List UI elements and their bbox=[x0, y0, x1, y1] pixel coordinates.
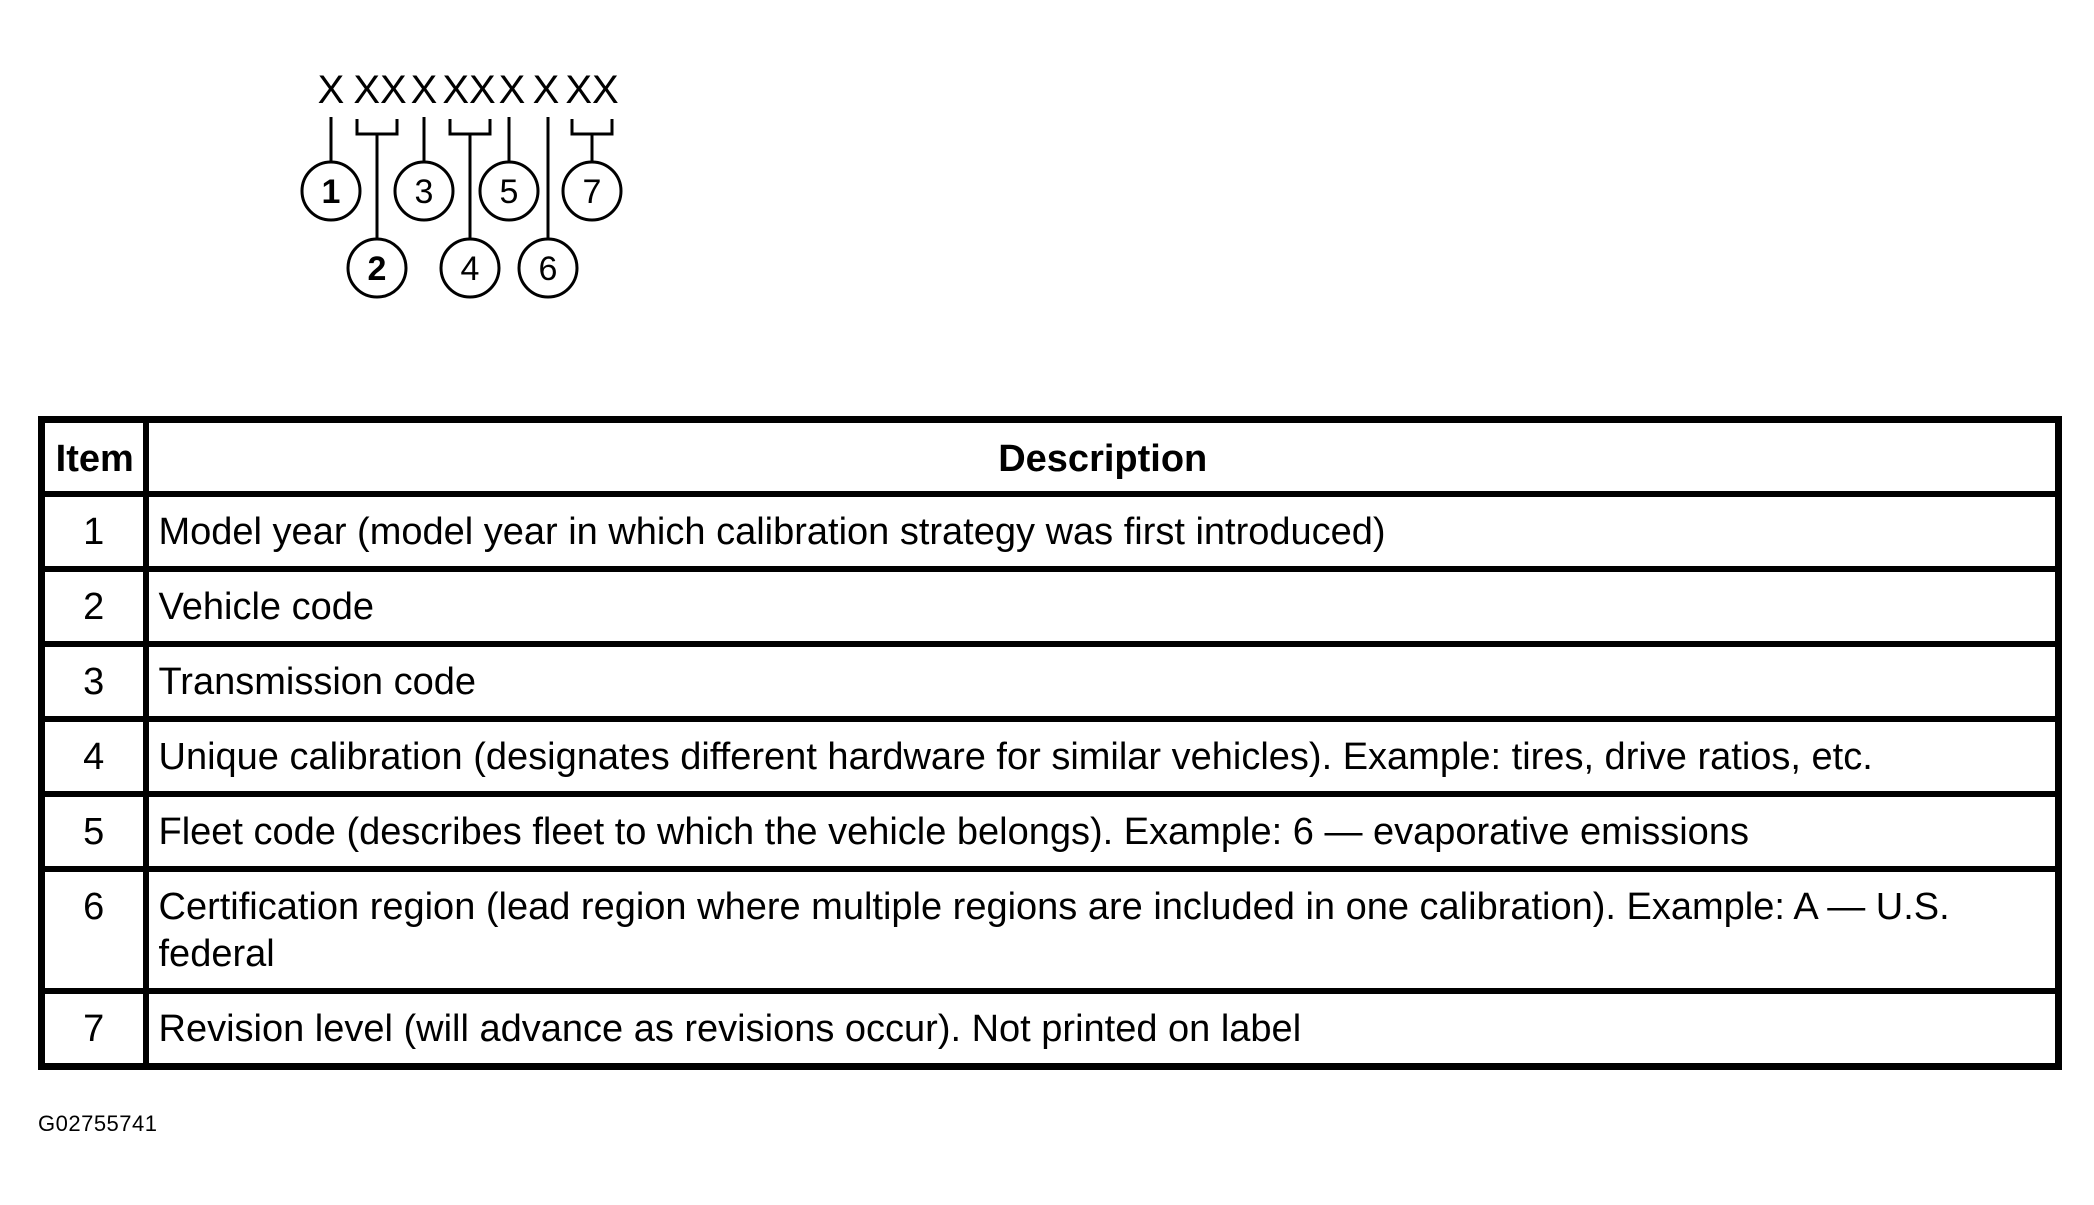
item-description: Fleet code (describes fleet to which the vehicle belongs). Example: 6 — evaporative emissions bbox=[146, 794, 2059, 869]
item-description: Vehicle code bbox=[146, 569, 2059, 644]
code-group-1: X bbox=[317, 68, 345, 112]
callout-number-5: 5 bbox=[499, 173, 519, 211]
description-column-header: Description bbox=[146, 420, 2059, 495]
code-group-6: X bbox=[532, 68, 560, 112]
table-row bbox=[42, 494, 2059, 569]
code-group-7: XX bbox=[565, 68, 619, 112]
item-description: Revision level (will advance as revisions occur). Not printed on label bbox=[146, 991, 2059, 1067]
item-number: 2 bbox=[42, 569, 146, 644]
table-row bbox=[42, 991, 2059, 1067]
code-group-2: XX bbox=[353, 68, 407, 112]
callout-number-3: 3 bbox=[414, 173, 434, 211]
item-number: 4 bbox=[42, 719, 146, 794]
callout-number-1: 1 bbox=[321, 173, 341, 211]
item-column-header: Item bbox=[42, 420, 146, 495]
table-row bbox=[42, 644, 2059, 719]
figure-id: G02755741 bbox=[38, 1111, 158, 1136]
callout-number-7: 7 bbox=[582, 173, 602, 211]
table-header-row bbox=[42, 420, 2059, 495]
code-group-5: X bbox=[498, 68, 526, 112]
item-number: 7 bbox=[42, 991, 146, 1067]
table-row bbox=[42, 719, 2059, 794]
item-description: Certification region (lead region where multiple regions are included in one calibration). Example: A — U.S. federal bbox=[146, 869, 2059, 991]
item-description: Unique calibration (designates different hardware for similar vehicles). Example: tires, drive ratios, etc. bbox=[146, 719, 2059, 794]
code-group-4: XX bbox=[442, 68, 496, 112]
item-number: 1 bbox=[42, 494, 146, 569]
table-row bbox=[42, 869, 2059, 991]
item-description-table bbox=[38, 416, 2062, 1070]
callout-number-4: 4 bbox=[460, 250, 480, 288]
bracket-7 bbox=[572, 119, 612, 134]
calibration-code-diagram bbox=[0, 0, 700, 320]
item-description: Transmission code bbox=[146, 644, 2059, 719]
item-number: 6 bbox=[42, 869, 146, 991]
item-number: 3 bbox=[42, 644, 146, 719]
item-number: 5 bbox=[42, 794, 146, 869]
item-description: Model year (model year in which calibration strategy was first introduced) bbox=[146, 494, 2059, 569]
callout-number-6: 6 bbox=[538, 250, 558, 288]
bracket-2 bbox=[357, 119, 397, 134]
callout-number-2: 2 bbox=[367, 250, 387, 288]
table-row bbox=[42, 569, 2059, 644]
bracket-4 bbox=[450, 119, 490, 134]
code-group-3: X bbox=[410, 68, 438, 112]
table-row bbox=[42, 794, 2059, 869]
